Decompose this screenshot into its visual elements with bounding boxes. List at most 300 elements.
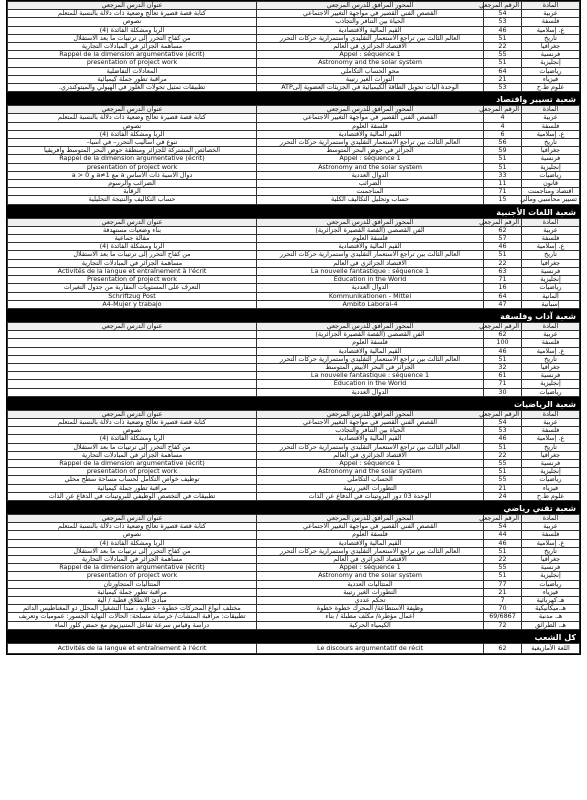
ref-cell: 55 bbox=[484, 564, 522, 572]
subject-cell: ع. إسلامية bbox=[522, 130, 580, 138]
axis-cell: الدوال العددية bbox=[257, 284, 484, 292]
section-table bbox=[7, 514, 580, 630]
table-row bbox=[8, 380, 580, 388]
subject-cell: قانون bbox=[522, 180, 580, 188]
axis-cell: الحياة بين التنافر والتجاذب bbox=[257, 427, 484, 435]
table-row bbox=[8, 251, 580, 259]
subject-cell: تاريخ bbox=[522, 34, 580, 42]
subject-cell: إنجليزية bbox=[522, 468, 580, 476]
axis-cell: Appel : séquence 1 bbox=[257, 51, 484, 59]
table-row bbox=[8, 372, 580, 380]
header-subject: المادة bbox=[522, 322, 580, 330]
axis-cell: Astronomy and the solar system bbox=[257, 572, 484, 580]
subject-cell: فلسفة bbox=[522, 235, 580, 243]
ref-cell: 22 bbox=[484, 555, 522, 563]
ref-cell: 62 bbox=[484, 226, 522, 234]
lesson-title-cell: الضرائب والرسوم bbox=[8, 180, 257, 188]
table-row bbox=[8, 292, 580, 300]
lesson-title-cell: الخصائص المشتركة للجزائر ومنطقة حوض البحر المتوسط وافريقيا bbox=[8, 147, 257, 155]
ref-cell: 71 bbox=[484, 276, 522, 284]
lesson-title-cell: Activités de la langue et entraînement à l'écrit bbox=[8, 643, 257, 653]
ref-cell: 22 bbox=[484, 259, 522, 267]
axis-cell: فلسفة العلوم bbox=[257, 122, 484, 130]
ref-cell: 72 bbox=[484, 621, 522, 629]
subject-cell: فرنسية bbox=[522, 372, 580, 380]
ref-cell: 64 bbox=[484, 67, 522, 75]
axis-cell: Education in the World bbox=[257, 380, 484, 388]
ref-cell: 54 bbox=[484, 10, 522, 18]
ref-cell: 24 bbox=[484, 492, 522, 500]
lesson-title-cell bbox=[8, 388, 257, 396]
axis-cell: Appel : séquence 1 bbox=[257, 155, 484, 163]
axis-cell: Appel : séquence 1 bbox=[257, 459, 484, 467]
section-header: شعبة تقني رياضي bbox=[7, 503, 580, 514]
header-axis: المحور المرافق للدرس المرجعي bbox=[257, 106, 484, 114]
ref-cell: 21 bbox=[484, 588, 522, 596]
table-header-row bbox=[8, 322, 580, 330]
header-subject: المادة bbox=[522, 2, 580, 10]
ref-cell: 54 bbox=[484, 523, 522, 531]
axis-cell: العالم الثالث بين تراجع الاستعمار التقليدي واستمرارية حركات التحرر bbox=[257, 443, 484, 451]
axis-cell: Education in the World bbox=[257, 276, 484, 284]
subject-cell: ألمانية bbox=[522, 292, 580, 300]
table-row bbox=[8, 18, 580, 26]
ref-cell: 6 bbox=[484, 130, 522, 138]
lesson-title-cell: كتابة قصة قصيرة تعالج وضعية ذات دلالة بالنسبة للمتعلم bbox=[8, 10, 257, 18]
table-row bbox=[8, 10, 580, 18]
table-row bbox=[8, 580, 580, 588]
lesson-title-cell: presentation of project work bbox=[8, 163, 257, 171]
lesson-title-cell: Presentation of project work bbox=[8, 276, 257, 284]
lesson-title-cell bbox=[8, 372, 257, 380]
axis-cell: القصص الفني القصير في مواجهة التغيير الاجتماعي bbox=[257, 523, 484, 531]
ref-cell: 53 bbox=[484, 427, 522, 435]
lesson-title-cell: Rappel de la dimension argumentative (écrit) bbox=[8, 51, 257, 59]
ref-cell: 57 bbox=[484, 235, 522, 243]
ref-cell: 55 bbox=[484, 476, 522, 484]
subject-cell: تاريخ bbox=[522, 547, 580, 555]
ref-cell: 46 bbox=[484, 435, 522, 443]
lesson-title-cell: نصوص bbox=[8, 531, 257, 539]
section-header: شعبة الرياضيات bbox=[7, 399, 580, 410]
table-row bbox=[8, 122, 580, 130]
ref-cell: 33 bbox=[484, 171, 522, 179]
table-row bbox=[8, 171, 580, 179]
table-row bbox=[8, 339, 580, 347]
lesson-title-cell: توظيف خواص التكامل لحساب مساحة سطح محلي bbox=[8, 476, 257, 484]
section-mgmt bbox=[6, 93, 581, 205]
section-table bbox=[7, 410, 580, 501]
subject-cell: ع. إسلامية bbox=[522, 243, 580, 251]
table-row bbox=[8, 196, 580, 204]
subject-cell: فيزياء bbox=[522, 588, 580, 596]
subject-cell: رياضيات bbox=[522, 171, 580, 179]
table-row bbox=[8, 155, 580, 163]
lesson-title-cell: مقالة جماعية bbox=[8, 235, 257, 243]
axis-cell: المناجمنت bbox=[257, 188, 484, 196]
section-table bbox=[7, 105, 580, 204]
axis-cell: فلسفة العلوم bbox=[257, 339, 484, 347]
axis-cell: محو الحساب التكاملي bbox=[257, 67, 484, 75]
header-lesson-title: عنوان الدرس المرجعي bbox=[8, 514, 257, 522]
table-row bbox=[8, 531, 580, 539]
ref-cell: 4 bbox=[484, 114, 522, 122]
subject-cell: إسبانية bbox=[522, 300, 580, 308]
ref-cell: 22 bbox=[484, 43, 522, 51]
ref-cell: 64 bbox=[484, 292, 522, 300]
subject-cell: عربية bbox=[522, 114, 580, 122]
lesson-title-cell: مختلف أنواع المحركات خطوة - خطوة ، مبدأ التشغيل المحلل ذو المغناطيس الدائم bbox=[8, 605, 257, 613]
subject-cell: جغرافيا bbox=[522, 555, 580, 563]
axis-cell: أعمال مؤطرة/ مكثّف مطبلة / بناء bbox=[257, 613, 484, 621]
table-row bbox=[8, 523, 580, 531]
axis-cell: 4-Ambito Laboral bbox=[257, 300, 484, 308]
lesson-title-cell: المعادلات التفاضلية bbox=[8, 67, 257, 75]
header-axis: المحور المرافق للدرس المرجعي bbox=[257, 2, 484, 10]
subject-cell: عربية bbox=[522, 523, 580, 531]
subject-cell: عربية bbox=[522, 10, 580, 18]
lesson-title-cell: مراقبة تطور جملة كيميائية bbox=[8, 75, 257, 83]
subject-cell: اللغة الأمازيغية bbox=[522, 643, 580, 653]
axis-cell: القصص الفني القصير في مواجهة التغيير الاجتماعي bbox=[257, 10, 484, 18]
axis-cell: القصص الفني القصير في مواجهة التغيير الاجتماعي bbox=[257, 114, 484, 122]
axis-cell: العالم الثالث بين تراجع الاستعمار التقليدي واستمرارية حركات التحرر bbox=[257, 139, 484, 147]
ref-cell: 53 bbox=[484, 18, 522, 26]
lesson-title-cell: Rappel de la dimension argumentative (écrit) bbox=[8, 564, 257, 572]
header-ref: الرقم المرجعي bbox=[484, 106, 522, 114]
subject-cell: تاريخ bbox=[522, 443, 580, 451]
ref-cell: 62 bbox=[484, 643, 522, 653]
lesson-title-cell: مبادئ الانطلاق قطبة / آلية bbox=[8, 597, 257, 605]
ref-cell: 51 bbox=[484, 163, 522, 171]
axis-cell: القيم المالية والاقتصادية bbox=[257, 243, 484, 251]
axis-cell: La nouvelle fantastique : séquence 1 bbox=[257, 372, 484, 380]
section-table bbox=[7, 218, 580, 309]
lesson-title-cell: كتابة قصة قصيرة تعالج وضعية ذات دلالة بالنسبة للمتعلم bbox=[8, 523, 257, 531]
subject-cell: ع. إسلامية bbox=[522, 347, 580, 355]
header-axis: المحور المرافق للدرس المرجعي bbox=[257, 218, 484, 226]
subject-cell: هـ. مدنية bbox=[522, 613, 580, 621]
table-row bbox=[8, 388, 580, 396]
axis-cell: الجزائر في حوض البحر المتوسط bbox=[257, 147, 484, 155]
header-subject: المادة bbox=[522, 218, 580, 226]
ref-cell: 21 bbox=[484, 75, 522, 83]
header-lesson-title: عنوان الدرس المرجعي bbox=[8, 218, 257, 226]
table-row bbox=[8, 476, 580, 484]
header-ref: الرقم المرجعي bbox=[484, 514, 522, 522]
section-header: كل الشعب bbox=[7, 632, 580, 643]
lesson-title-cell: مساهمة الجزائر في المبادلات التجارية bbox=[8, 259, 257, 267]
header-axis: المحور المرافق للدرس المرجعي bbox=[257, 322, 484, 330]
lesson-title-cell: مراقبة تطور جملة كيميائية bbox=[8, 484, 257, 492]
lesson-title-cell: A4-Mujer y trabajo bbox=[8, 300, 257, 308]
axis-cell: Appel : séquence 1 bbox=[257, 564, 484, 572]
subject-cell: جغرافيا bbox=[522, 259, 580, 267]
table-row bbox=[8, 355, 580, 363]
lesson-title-cell: نصوص bbox=[8, 122, 257, 130]
table-row bbox=[8, 621, 580, 629]
lesson-title-cell: من كفاح التحرر إلى ترتيبات ما بعد الاستقلال bbox=[8, 547, 257, 555]
subject-cell: فلسفة bbox=[522, 427, 580, 435]
header-ref: الرقم المرجعي bbox=[484, 2, 522, 10]
section-header: شعبة اللغات الأجنبية bbox=[7, 207, 580, 218]
subject-cell: رياضيات bbox=[522, 284, 580, 292]
axis-cell: Le discours argumentatif de récit bbox=[257, 643, 484, 653]
axis-cell: العالم الثالث بين تراجع الاستعمار التقليدي واستمرارية حركات التحرر bbox=[257, 547, 484, 555]
lesson-title-cell bbox=[8, 339, 257, 347]
axis-cell: الوحدة 03 دور البروتينات في الدفاع عن الذات bbox=[257, 492, 484, 500]
header-lesson-title: عنوان الدرس المرجعي bbox=[8, 410, 257, 418]
lesson-title-cell: كتابة قصة قصيرة تعالج وضعية ذات دلالة بالنسبة للمتعلم bbox=[8, 114, 257, 122]
ref-cell: 55 bbox=[484, 459, 522, 467]
table-row bbox=[8, 435, 580, 443]
ref-cell: 77 bbox=[484, 580, 522, 588]
section-exp bbox=[6, 0, 581, 93]
subject-cell: فرنسية bbox=[522, 155, 580, 163]
subject-cell: اقتصاد ومناجمنت bbox=[522, 188, 580, 196]
ref-cell: 51 bbox=[484, 251, 522, 259]
ref-cell: 46 bbox=[484, 26, 522, 34]
axis-cell: الفن القصصي (القصة القصيرة الجزائرية) bbox=[257, 331, 484, 339]
axis-cell: الضرائب bbox=[257, 180, 484, 188]
axis-cell: حساب وتحليل التكاليف الكلية bbox=[257, 196, 484, 204]
axis-cell: التطورات الغير رتيبة bbox=[257, 588, 484, 596]
ref-cell: 51 bbox=[484, 34, 522, 42]
lesson-title-cell: مساهمة الجزائر في المبادلات التجارية bbox=[8, 555, 257, 563]
subject-cell: إنجليزية bbox=[522, 59, 580, 67]
table-row bbox=[8, 180, 580, 188]
subject-cell: إنجليزية bbox=[522, 380, 580, 388]
ref-cell: 71 bbox=[484, 380, 522, 388]
subject-cell: هـ.كهربائية bbox=[522, 597, 580, 605]
subject-cell: إنجليزية bbox=[522, 276, 580, 284]
lesson-title-cell: مراقبة تطور جملة كيميائية bbox=[8, 588, 257, 596]
section-all bbox=[6, 631, 581, 655]
lesson-title-cell: تنوع في أساليب التحرر– في آسيا– bbox=[8, 139, 257, 147]
lesson-title-cell: presentation of project work bbox=[8, 468, 257, 476]
lesson-title-cell: بناء وضعيات مستهدفة bbox=[8, 226, 257, 234]
lesson-title-cell: التعرف على المستويات المقاربة من جدول التغيرات bbox=[8, 284, 257, 292]
subject-cell: فلسفة bbox=[522, 18, 580, 26]
lesson-title-cell: الربا ومشكلة الفائدة (4) bbox=[8, 539, 257, 547]
table-row bbox=[8, 284, 580, 292]
ref-cell: 61 bbox=[484, 372, 522, 380]
ref-cell: 11 bbox=[484, 180, 522, 188]
header-ref: الرقم المرجعي bbox=[484, 218, 522, 226]
subject-cell: تاريخ bbox=[522, 251, 580, 259]
axis-cell: Astronomy and the solar system bbox=[257, 59, 484, 67]
table-row bbox=[8, 226, 580, 234]
lesson-title-cell: نصوص bbox=[8, 18, 257, 26]
lesson-title-cell: كتابة قصة قصيرة تعالج وضعية ذات دلالة بالنسبة للمتعلم bbox=[8, 418, 257, 426]
ref-cell: 51 bbox=[484, 155, 522, 163]
subject-cell: جغرافيا bbox=[522, 147, 580, 155]
subject-cell: ع. إسلامية bbox=[522, 26, 580, 34]
subject-cell: عربية bbox=[522, 331, 580, 339]
subject-cell: فرنسية bbox=[522, 267, 580, 275]
header-subject: المادة bbox=[522, 514, 580, 522]
subject-cell: هـ. الطرائق bbox=[522, 621, 580, 629]
axis-cell: Astronomy and the solar system bbox=[257, 163, 484, 171]
subject-cell: رياضيات bbox=[522, 580, 580, 588]
axis-cell: الفن القصصي (القصة القصيرة الجزائرية) bbox=[257, 226, 484, 234]
table-row bbox=[8, 59, 580, 67]
ref-cell: 46 bbox=[484, 539, 522, 547]
axis-cell: الاقتصاد الجزائري في العالم bbox=[257, 451, 484, 459]
lesson-title-cell: Schriftzug Post bbox=[8, 292, 257, 300]
header-ref: الرقم المرجعي bbox=[484, 410, 522, 418]
subject-cell: فيزياء bbox=[522, 75, 580, 83]
lesson-title-cell: الربا ومشكلة الفائدة (4) bbox=[8, 243, 257, 251]
ref-cell: 54 bbox=[484, 418, 522, 426]
lesson-title-cell: مساهمة الجزائر في المبادلات التجارية bbox=[8, 43, 257, 51]
subject-cell: فلسفة bbox=[522, 122, 580, 130]
ref-cell: 46 bbox=[484, 243, 522, 251]
axis-cell: العالم الثالث بين تراجع الاستعمار التقليدي واستمرارية حركات التحرر bbox=[257, 251, 484, 259]
document bbox=[6, 0, 581, 655]
ref-cell: 22 bbox=[484, 451, 522, 459]
header-ref: الرقم المرجعي bbox=[484, 322, 522, 330]
ref-cell: 7 bbox=[484, 597, 522, 605]
ref-cell: 47 bbox=[484, 300, 522, 308]
axis-cell: العالم الثالث بين تراجع الاستعمار التقليدي واستمرارية حركات التحرر bbox=[257, 355, 484, 363]
table-row bbox=[8, 492, 580, 500]
ref-cell: 51 bbox=[484, 59, 522, 67]
ref-cell: 51 bbox=[484, 547, 522, 555]
table-row bbox=[8, 427, 580, 435]
axis-cell: فلسفة العلوم bbox=[257, 235, 484, 243]
axis-cell: القيم المالية والاقتصادية bbox=[257, 435, 484, 443]
table-row bbox=[8, 613, 580, 621]
section-math bbox=[6, 398, 581, 502]
axis-cell: الوحدة آليات تحويل الطاقة الكيميائية في الجزيئات العضوية إلىATP bbox=[257, 84, 484, 92]
ref-cell: 51 bbox=[484, 468, 522, 476]
table-row bbox=[8, 235, 580, 243]
axis-cell: Astronomy and the solar system bbox=[257, 468, 484, 476]
subject-cell: تاريخ bbox=[522, 139, 580, 147]
lesson-title-cell: Rappel de la dimension argumentative (écrit) bbox=[8, 155, 257, 163]
table-row bbox=[8, 347, 580, 355]
ref-cell: 63 bbox=[484, 267, 522, 275]
subject-cell: علوم ط.ح bbox=[522, 84, 580, 92]
section-header: شعبة آداب وفلسفة bbox=[7, 311, 580, 322]
subject-cell: جغرافيا bbox=[522, 363, 580, 371]
ref-cell: 62 bbox=[484, 331, 522, 339]
lesson-title-cell bbox=[8, 380, 257, 388]
header-lesson-title: عنوان الدرس المرجعي bbox=[8, 106, 257, 114]
ref-cell: 16 bbox=[484, 284, 522, 292]
table-row bbox=[8, 363, 580, 371]
header-lesson-title: عنوان الدرس المرجعي bbox=[8, 322, 257, 330]
lesson-title-cell: حساب التكاليف والنتيجة التحليلية bbox=[8, 196, 257, 204]
axis-cell: الحياة بين التنافر والتجاذب bbox=[257, 18, 484, 26]
ref-cell: 15 bbox=[484, 196, 522, 204]
ref-cell: 51 bbox=[484, 572, 522, 580]
axis-cell: الجزائر في البحر الأبيض المتوسط bbox=[257, 363, 484, 371]
subject-cell: جغرافيا bbox=[522, 43, 580, 51]
axis-cell: الاقتصاد الجزائري في العالم bbox=[257, 43, 484, 51]
table-row bbox=[8, 588, 580, 596]
axis-cell: الاقتصاد الجزائري في العالم bbox=[257, 555, 484, 563]
ref-cell: 69/6867 bbox=[484, 613, 522, 621]
ref-cell: 46 bbox=[484, 347, 522, 355]
subject-cell: فرنسية bbox=[522, 564, 580, 572]
axis-cell: الاقتصاد الجزائري في العالم bbox=[257, 259, 484, 267]
section-table bbox=[7, 1, 580, 92]
ref-cell: 51 bbox=[484, 443, 522, 451]
section-lit bbox=[6, 310, 581, 398]
table-row bbox=[8, 418, 580, 426]
section-table bbox=[7, 322, 580, 397]
lesson-title-cell: الربا ومشكلة الفائدة (4) bbox=[8, 130, 257, 138]
lesson-title-cell: Activités de la langue et entraînement à l'écrit bbox=[8, 267, 257, 275]
subject-cell: تاريخ bbox=[522, 355, 580, 363]
table-row bbox=[8, 331, 580, 339]
table-row bbox=[8, 300, 580, 308]
lesson-title-cell: تطبيقات في التخصص الوظيفي للبروتينات في الدفاع عن الذات bbox=[8, 492, 257, 500]
axis-cell: القيم المالية والاقتصادية bbox=[257, 539, 484, 547]
subject-cell: هـ.ميكانيكية bbox=[522, 605, 580, 613]
subject-cell: ع. إسلامية bbox=[522, 539, 580, 547]
ref-cell: 55 bbox=[484, 51, 522, 59]
header-subject: المادة bbox=[522, 106, 580, 114]
lesson-title-cell bbox=[8, 355, 257, 363]
axis-cell: La nouvelle fantastique : séquence 1 bbox=[257, 267, 484, 275]
subject-cell: ع. إسلامية bbox=[522, 435, 580, 443]
lesson-title-cell: الربا ومشكلة الفائدة (4) bbox=[8, 26, 257, 34]
lesson-title-cell: Rappel de la dimension argumentative (écrit) bbox=[8, 459, 257, 467]
lesson-title-cell: من كفاح التحرر إلى ترتيبات ما بعد الاستقلال bbox=[8, 34, 257, 42]
ref-cell: 71 bbox=[484, 188, 522, 196]
header-lesson-title: عنوان الدرس المرجعي bbox=[8, 2, 257, 10]
lesson-title-cell: تطبيقات: مراقبة المنشأت/ خرسانة مسلحة: الحالات النهاية الجسور: عموميات وتعريف bbox=[8, 613, 257, 621]
lesson-title-cell: presentation of project work bbox=[8, 572, 257, 580]
subject-cell: تسيير محاسبي ومالي bbox=[522, 196, 580, 204]
ref-cell: 44 bbox=[484, 531, 522, 539]
table-row bbox=[8, 67, 580, 75]
axis-cell: وظيفة الاستطاعة/ المحرك خطوة خطوة bbox=[257, 605, 484, 613]
axis-cell: الدوال العددية bbox=[257, 388, 484, 396]
header-axis: المحور المرافق للدرس المرجعي bbox=[257, 410, 484, 418]
lesson-title-cell bbox=[8, 331, 257, 339]
ref-cell: 70 bbox=[484, 605, 522, 613]
header-subject: المادة bbox=[522, 410, 580, 418]
section-tech bbox=[6, 502, 581, 631]
axis-cell: التطورات الغير رتيبة bbox=[257, 484, 484, 492]
subject-cell: فلسفة bbox=[522, 531, 580, 539]
lesson-title-cell: مساهمة الجزائر في المبادلات التجارية bbox=[8, 451, 257, 459]
section-table bbox=[7, 643, 580, 654]
subject-cell: عربية bbox=[522, 418, 580, 426]
subject-cell: فلسفة bbox=[522, 339, 580, 347]
axis-cell: المتتاليات العددية bbox=[257, 580, 484, 588]
lesson-title-cell: المتتاليات المتجاورتان bbox=[8, 580, 257, 588]
subject-cell: عربية bbox=[522, 226, 580, 234]
table-row bbox=[8, 114, 580, 122]
lesson-title-cell: الربا ومشكلة الفائدة (4) bbox=[8, 435, 257, 443]
lesson-title-cell: الرقابة bbox=[8, 188, 257, 196]
ref-cell: 53 bbox=[484, 84, 522, 92]
lesson-title-cell: نصوص bbox=[8, 427, 257, 435]
ref-cell: 21 bbox=[484, 484, 522, 492]
axis-cell: القيم المالية والاقتصادية bbox=[257, 26, 484, 34]
axis-cell: الكيمياء الحركية bbox=[257, 621, 484, 629]
subject-cell: رياضيات bbox=[522, 67, 580, 75]
ref-cell: 32 bbox=[484, 363, 522, 371]
axis-cell: الدوال العددية bbox=[257, 171, 484, 179]
axis-cell: التورات الغير رتيبة bbox=[257, 75, 484, 83]
ref-cell: 56 bbox=[484, 139, 522, 147]
